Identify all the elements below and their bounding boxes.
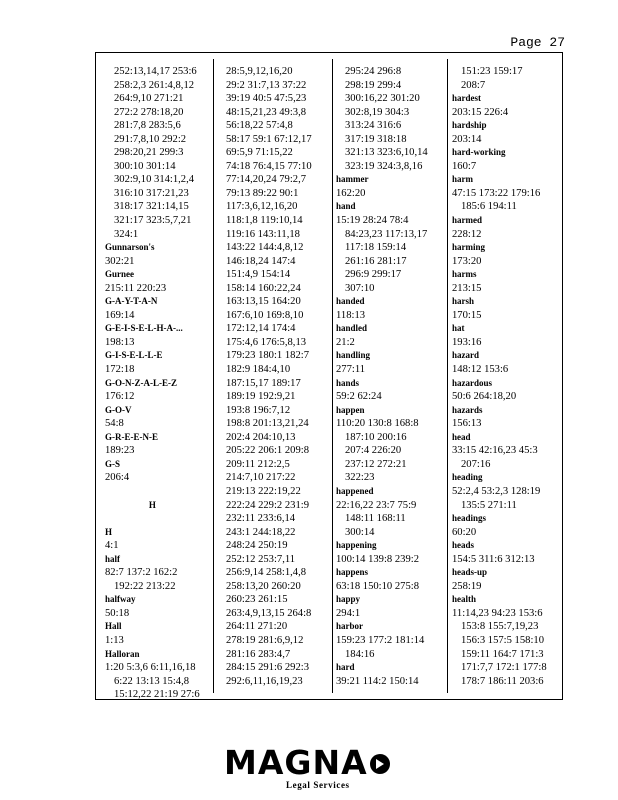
- index-entry: 33:15 42:16,23 45:3: [452, 445, 538, 457]
- index-entry: 258:19: [452, 580, 482, 592]
- index-entry: 203:15 226:4: [452, 106, 509, 118]
- index-entry: 173:20: [452, 255, 482, 267]
- index-entry: 135:5 271:11: [461, 499, 517, 511]
- index-entry: 159:11 164:7 171:3: [461, 648, 544, 660]
- index-entry: 15:12,22 21:19 27:6: [114, 689, 200, 701]
- index-entry: 146:18,24 147:4: [226, 255, 296, 267]
- index-entry: 302:8,19 304:3: [345, 106, 410, 118]
- index-headword: happened: [336, 485, 374, 496]
- column-divider: [213, 59, 214, 693]
- index-entry: 243:1 244:18,22: [226, 526, 296, 538]
- index-entry: 160:7: [452, 160, 477, 172]
- index-entry: 158:14 160:22,24: [226, 282, 301, 294]
- index-headword: G-S: [105, 458, 121, 469]
- index-headword: hat: [452, 323, 465, 334]
- index-entry: 82:7 137:2 162:2: [105, 567, 178, 579]
- index-entry: 237:12 272:21: [345, 458, 407, 470]
- column-divider: [447, 59, 448, 693]
- index-entry: 185:6 194:11: [461, 201, 517, 213]
- index-entry: 11:14,23 94:23 153:6: [452, 607, 543, 619]
- index-entry: 198:13: [105, 336, 135, 348]
- index-entry: 296:9 299:17: [345, 269, 402, 281]
- index-entry: 222:24 229:2 231:9: [226, 499, 309, 511]
- index-entry: 261:16 281:17: [345, 255, 407, 267]
- index-entry: 117:3,6,12,16,20: [226, 201, 298, 213]
- index-headword: heading: [452, 472, 483, 483]
- index-entry: 154:5 311:6 312:13: [452, 553, 535, 565]
- index-entry: 248:24 250:19: [226, 540, 288, 552]
- index-entry: 184:16: [345, 648, 375, 660]
- index-headword: heads: [452, 540, 475, 551]
- index-entry: 156:3 157:5 158:10: [461, 634, 544, 646]
- index-entry: 258:13,20 260:20: [226, 580, 301, 592]
- index-entry: 272:2 278:18,20: [114, 106, 184, 118]
- index-entry: 169:14: [105, 309, 135, 321]
- index-entry: 318:17 321:14,15: [114, 201, 189, 213]
- index-headword: hand: [336, 201, 356, 212]
- index-entry: 110:20 130:8 168:8: [336, 418, 419, 430]
- index-entry: 322:23: [345, 472, 375, 484]
- index-entry: 264:9,10 271:21: [114, 93, 184, 105]
- index-entry: 74:18 76:4,15 77:10: [226, 160, 312, 172]
- index-headword: harbor: [336, 621, 363, 632]
- index-headword: handled: [336, 323, 368, 334]
- index-entry: 21:2: [336, 336, 355, 348]
- index-headword: happening: [336, 540, 377, 551]
- index-entry: 187:15,17 189:17: [226, 377, 301, 389]
- index-headword: harmed: [452, 215, 482, 226]
- index-entry: 153:8 155:7,19,23: [461, 621, 539, 633]
- index-headword: hazardous: [452, 377, 493, 388]
- index-entry: 159:23 177:2 181:14: [336, 634, 425, 646]
- index-headword: hazards: [452, 404, 483, 415]
- index-entry: 182:9 184:4,10: [226, 364, 291, 376]
- index-headword: halfway: [105, 594, 136, 605]
- index-entry: 171:7,7 172:1 177:8: [461, 662, 547, 674]
- index-entry: 307:10: [345, 282, 375, 294]
- index-entry: 321:13 323:6,10,14: [345, 147, 428, 159]
- page-number: Page 27: [510, 35, 565, 50]
- index-entry: 292:6,11,16,19,23: [226, 675, 303, 687]
- index-headword: head: [452, 431, 471, 442]
- index-entry: 258:2,3 261:4,8,12: [114, 79, 195, 91]
- index-entry: 302:21: [105, 255, 135, 267]
- index-entry: 178:7 186:11 203:6: [461, 675, 544, 687]
- index-entry: 60:20: [452, 526, 477, 538]
- index-column-1: [105, 65, 200, 702]
- index-entry: 156:13: [452, 418, 482, 430]
- index-entry: 189:23: [105, 445, 135, 457]
- index-entry: H: [148, 499, 156, 510]
- index-entry: 300:16,22 301:20: [345, 93, 420, 105]
- index-entry: 69:5,9 71:15,22: [226, 147, 293, 159]
- index-headword: hardship: [452, 120, 487, 131]
- index-entry: 264:11 271:20: [226, 621, 288, 633]
- index-entry: 214:7,10 217:22: [226, 472, 296, 484]
- index-entry: 260:23 261:15: [226, 594, 288, 606]
- index-headword: hands: [336, 377, 360, 388]
- index-entry: 167:6,10 169:8,10: [226, 309, 304, 321]
- index-entry: 172:18: [105, 364, 135, 376]
- index-column-2: [226, 65, 312, 688]
- index-entry: 50:18: [105, 607, 130, 619]
- index-headword: half: [105, 553, 121, 564]
- index-entry: 281:16 283:4,7: [226, 648, 291, 660]
- index-entry: 1:20 5:3,6 6:11,16,18: [105, 662, 196, 674]
- index-entry: 324:1: [114, 228, 139, 240]
- index-entry: 294:1: [336, 607, 361, 619]
- index-headword: G-E-I-S-E-L-H-A-...: [105, 323, 183, 334]
- index-headword: hard-working: [452, 147, 506, 158]
- index-entry: 63:18 150:10 275:8: [336, 580, 419, 592]
- index-entry: 203:14: [452, 133, 482, 145]
- index-entry: 228:12: [452, 228, 482, 240]
- index-headword: handed: [336, 296, 365, 307]
- index-entry: 175:4,6 176:5,8,13: [226, 336, 307, 348]
- index-headword: Halloran: [105, 648, 140, 659]
- index-entry: 22:16,22 23:7 75:9: [336, 499, 417, 511]
- index-entry: 48:15,21,23 49:3,8: [226, 106, 307, 118]
- index-entry: 193:16: [452, 336, 482, 348]
- index-entry: 232:11 233:6,14: [226, 513, 296, 525]
- index-entry: 1:13: [105, 634, 124, 646]
- index-entry: 162:20: [336, 187, 366, 199]
- index-frame: [95, 52, 563, 700]
- index-entry: 215:11 220:23: [105, 282, 167, 294]
- index-entry: 193:8 196:7,12: [226, 404, 291, 416]
- index-entry: 100:14 139:8 239:2: [336, 553, 419, 565]
- index-headword: happens: [336, 567, 369, 578]
- index-entry: 298:19 299:4: [345, 79, 402, 91]
- index-entry: 189:19 192:9,21: [226, 391, 296, 403]
- index-headword: hazard: [452, 350, 479, 361]
- index-headword: harsh: [452, 296, 475, 307]
- index-entry: 205:22 206:1 209:8: [226, 445, 309, 457]
- index-entry: 172:12,14 174:4: [226, 323, 296, 335]
- index-entry: 284:15 291:6 292:3: [226, 662, 309, 674]
- index-column-4: [452, 65, 547, 688]
- index-entry: 208:7: [461, 79, 486, 91]
- index-headword: G-I-S-E-L-L-E: [105, 350, 163, 361]
- index-entry: 252:12 253:7,11: [226, 553, 296, 565]
- index-column-3: [336, 65, 428, 688]
- index-entry: 302:9,10 314:1,2,4: [114, 174, 195, 186]
- index-headword: Hall: [105, 621, 122, 632]
- index-entry: 213:15: [452, 282, 482, 294]
- index-entry: 39:19 40:5 47:5,23: [226, 93, 307, 105]
- index-headword: G-O-V: [105, 404, 132, 415]
- magna-logo: [224, 744, 404, 796]
- index-entry: 313:24 316:6: [345, 120, 402, 132]
- logo-wordmark: MAGNA: [224, 743, 368, 782]
- index-entry: 59:2 62:24: [336, 391, 382, 403]
- index-entry: 256:9,14 258:1,4,8: [226, 567, 307, 579]
- index-headword: G-R-E-E-N-E: [105, 431, 158, 442]
- index-entry: 207:4 226:20: [345, 445, 402, 457]
- index-headword: harms: [452, 269, 477, 280]
- index-headword: G-A-Y-T-A-N: [105, 296, 158, 307]
- index-headword: handling: [336, 350, 371, 361]
- index-entry: 117:18 159:14: [345, 242, 407, 254]
- index-entry: 295:24 296:8: [345, 66, 402, 77]
- index-entry: 321:17 323:5,7,21: [114, 215, 192, 227]
- index-entry: 291:7,8,10 292:2: [114, 133, 187, 145]
- index-entry: 300:14: [345, 526, 375, 538]
- index-entry: 316:10 317:21,23: [114, 187, 189, 199]
- index-entry: 47:15 173:22 179:16: [452, 187, 541, 199]
- index-entry: 207:16: [461, 458, 491, 470]
- index-headword: harming: [452, 242, 486, 253]
- index-entry: 176:12: [105, 391, 135, 403]
- index-entry: 263:4,9,13,15 264:8: [226, 607, 312, 619]
- index-entry: 52:2,4 53:2,3 128:19: [452, 485, 541, 497]
- index-entry: 58:17 59:1 67:12,17: [226, 133, 312, 145]
- index-headword: hard: [336, 662, 355, 673]
- index-entry: 163:13,15 164:20: [226, 296, 301, 308]
- index-entry: 206:4: [105, 472, 130, 484]
- index-entry: 151:23 159:17: [461, 66, 523, 77]
- index-entry: 151:4,9 154:14: [226, 269, 291, 281]
- index-headword: H: [105, 526, 113, 537]
- index-entry: 281:7,8 283:5,6: [114, 120, 181, 132]
- index-entry: 198:8 201:13,21,24: [226, 418, 309, 430]
- index-headword: Gunnarson's: [105, 242, 155, 253]
- index-entry: 15:19 28:24 78:4: [336, 215, 409, 227]
- index-entry: 202:4 204:10,13: [226, 431, 296, 443]
- index-entry: 143:22 144:4,8,12: [226, 242, 304, 254]
- index-entry: 118:1,8 119:10,14: [226, 215, 303, 227]
- index-headword: heads-up: [452, 567, 488, 578]
- index-headword: health: [452, 594, 477, 605]
- index-entry: 323:19 324:3,8,16: [345, 160, 423, 172]
- index-entry: 84:23,23 117:13,17: [345, 228, 428, 240]
- index-headword: G-O-N-Z-A-L-E-Z: [105, 377, 177, 388]
- index-entry: 170:15: [452, 309, 482, 321]
- index-entry: [105, 485, 200, 499]
- index-entry: 317:19 318:18: [345, 133, 407, 145]
- index-entry: 54:8: [105, 418, 124, 430]
- index-headword: happy: [336, 594, 361, 605]
- index-entry: 300:10 301:14: [114, 160, 176, 172]
- index-entry: 209:11 212:2,5: [226, 458, 290, 470]
- index-entry: 148:11 168:11: [345, 513, 406, 525]
- logo-subtitle: Legal Services: [286, 780, 350, 790]
- index-entry: 79:13 89:22 90:1: [226, 187, 299, 199]
- column-divider: [332, 59, 333, 693]
- index-headword: harm: [452, 174, 473, 185]
- index-entry: [105, 512, 200, 526]
- index-entry: 4:1: [105, 540, 119, 552]
- index-headword: Gurnee: [105, 269, 134, 280]
- index-entry: 277:11: [336, 364, 366, 376]
- index-entry: 50:6 264:18,20: [452, 391, 517, 403]
- index-entry: 77:14,20,24 79:2,7: [226, 174, 307, 186]
- index-entry: 252:13,14,17 253:6: [114, 66, 197, 77]
- index-headword: happen: [336, 404, 365, 415]
- index-entry: 187:10 200:16: [345, 431, 407, 443]
- index-entry: 118:13: [336, 309, 366, 321]
- index-entry: 29:2 31:7,13 37:22: [226, 79, 307, 91]
- index-entry: 298:20,21 299:3: [114, 147, 184, 159]
- index-entry: 28:5,9,12,16,20: [226, 66, 293, 77]
- index-entry: 219:13 222:19,22: [226, 485, 301, 497]
- index-headword: headings: [452, 513, 487, 524]
- index-headword: hammer: [336, 174, 369, 185]
- arrow-circle-icon: [370, 754, 390, 774]
- index-entry: 148:12 153:6: [452, 364, 509, 376]
- index-entry: 39:21 114:2 150:14: [336, 675, 419, 687]
- index-entry: 179:23 180:1 182:7: [226, 350, 309, 362]
- index-entry: 192:22 213:22: [114, 580, 176, 592]
- index-entry: 278:19 281:6,9,12: [226, 634, 304, 646]
- index-entry: 56:18,22 57:4,8: [226, 120, 293, 132]
- index-headword: hardest: [452, 93, 481, 104]
- index-entry: 119:16 143:11,18: [226, 228, 300, 240]
- index-entry: 6:22 13:13 15:4,8: [114, 675, 190, 687]
